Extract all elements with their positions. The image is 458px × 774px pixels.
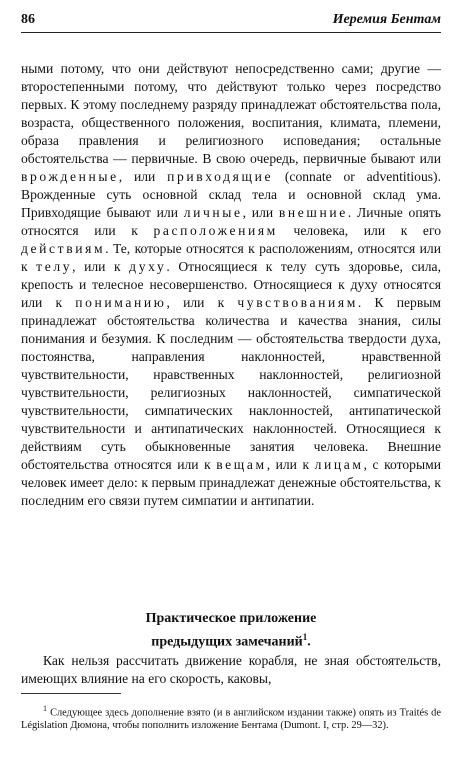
footnote-text: Следующее здесь дополнение взято (и в английском издании также) опять из Traités de Législation Дюмона, чтобы пополнить изложение Бентама (Dumont. I, стр. 29—32). [21,707,441,732]
text-run: человека, или к его [277,223,442,238]
footnote-mark: 1 [302,632,308,642]
spaced-term: личные [183,205,243,220]
spaced-term: лицам [314,457,364,472]
spaced-term: внешние [278,205,348,220]
heading-line-2-text: предыдущих замечаний [151,634,303,650]
text-run: , или к [166,295,238,310]
footnote [21,702,441,732]
spaced-term: привходящие [167,169,274,184]
section-heading [21,610,441,652]
running-title: Иеремия Бентам [332,12,441,27]
text-run: . Личные опять относятся или к [21,205,441,238]
text-run: , с которыми человек имеет дело: к первым принадлежат денежные обстоятельства, к последним его связи путем симпатии и антипатии. [21,457,441,508]
main-body-text [21,60,441,510]
text-run: . Относящиеся к телу суть здоровье, сила, крепость и телесное несовершенство. Относящиеся к духу относятся или к [21,259,441,310]
page-number: 86 [21,12,35,27]
text-run: , или к [72,259,130,274]
spaced-term: действиям [21,241,106,256]
paragraph-start: Как нельзя рассчитать движение корабля, не зная обстоятельств, имеющих влияние на его скорость, каковы, [21,653,441,686]
text-run: (connate or adventitious). Врожденные суть основной склад тела и основной склад ума. Привходящие бывают или [21,169,441,220]
spaced-term: расположениям [153,223,278,238]
spaced-term: вещам [216,457,267,472]
footnote-divider [21,693,121,694]
heading-line-2 [21,628,441,652]
footnote-number: 1 [43,704,47,713]
text-run: . Те, которые относятся к расположениям, относятся или к [21,241,441,274]
spaced-term: духу [129,259,167,274]
text-run: , или [118,169,168,184]
text-run: , или [242,205,279,220]
spaced-term: врожденные [21,169,119,184]
text-run: ными потому, что они действуют непосредственно сами; другие — второстепенными потому, что действуют только через посредство первых. К этому последнему разряду принадлежат обстоятельства пола, возраста, общественного положения, воспитания, климата, племени, образа правления и религиозного исповедания; остальные обстоятельства — первичные. В свою очередь, первичные бывают или [21,61,441,166]
running-header [21,10,441,33]
heading-line-1: Практическое приложение [145,611,317,626]
spaced-term: пониманию [75,295,167,310]
text-run: . К первым принадлежат обстоятельства количества и качества знания, силы понимания и безумия. К последним — обстоятельства твердости духа, постоянства, направления наклонностей, нравственной чувствительности, нравственных наклонностей, религиозной чувствительности, религиозных наклонностей, симпатической чувствительности, симпатических наклонностей, антипатической чувствительности и антипатических наклонностей. Относящиеся к действиям суть обыкновенные занятия человека. Внешние обстоятельства относятся или к [21,295,441,472]
heading-period: . [307,634,311,650]
spaced-term: чувствованиям [237,295,358,310]
spaced-term: телу [36,259,73,274]
body-paragraph [21,60,441,510]
text-run: , или к [266,457,315,472]
